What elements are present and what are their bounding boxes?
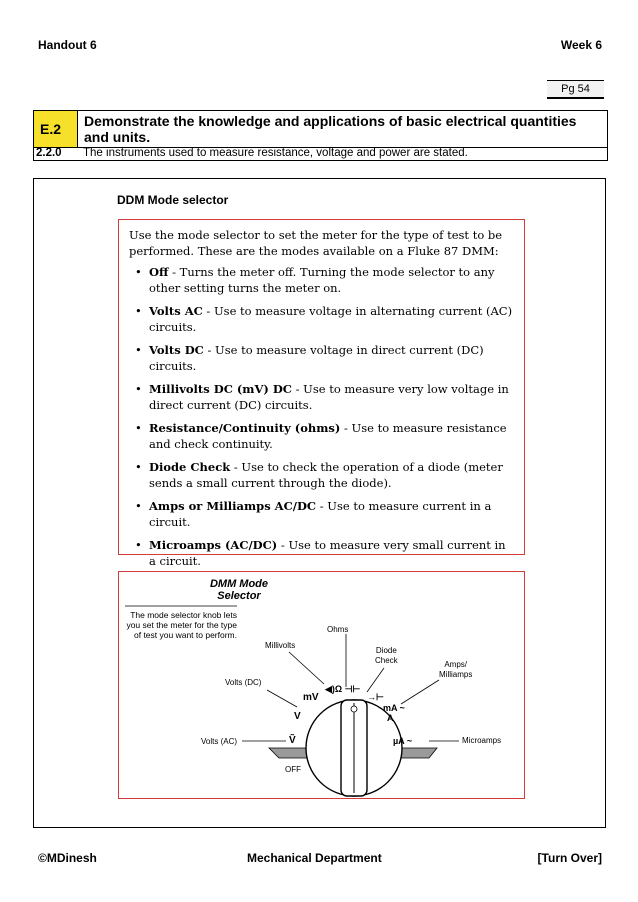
label-volts-ac: Volts (AC): [201, 737, 238, 746]
list-item: • Diode Check - Use to check the operation of a diode (meter sends a small current through the diode).: [129, 460, 514, 491]
label-off: OFF: [285, 765, 301, 774]
list-item: • Millivolts DC (mV) DC - Use to measure very low voltage in direct current (DC) circuits.: [129, 382, 514, 413]
mv-symbol: mV: [303, 692, 319, 703]
intro-text: Use the mode selector to set the meter for the type of test to be performed. These are the modes available on a Fluke 87 DMM:: [129, 228, 503, 258]
footer-turn-over: [Turn Over]: [537, 851, 602, 865]
ma-symbol: mA ~: [383, 703, 405, 713]
sub-objective-row: [33, 146, 608, 161]
sub-objective-code: 2.2.0: [36, 147, 62, 159]
objective-text: Demonstrate the knowledge and applications of basic electrical quantities and units.: [84, 113, 577, 145]
footer-department: Mechanical Department: [247, 851, 382, 865]
list-item: • Microamps (AC/DC) - Use to measure very small current in a circuit.: [129, 538, 514, 569]
list-item: • Resistance/Continuity (ohms) - Use to measure resistance and check continuity.: [129, 421, 514, 452]
mode-description-box: [118, 219, 525, 568]
sub-objective-text: The instruments used to measure resistance, voltage and power are stated.: [83, 147, 468, 159]
header-week: Week 6: [560, 38, 602, 52]
footer-author: ©MDinesh: [38, 851, 97, 865]
label-volts-dc: Volts (DC): [225, 678, 262, 687]
label-millivolts: Millivolts: [265, 641, 296, 650]
ohm-symbol: ◀)Ω ⊣⊢: [325, 684, 361, 694]
figure-title: DMM Mode Selector: [209, 578, 269, 602]
list-item: • Volts AC - Use to measure voltage in alternating current (AC) circuits.: [129, 304, 514, 335]
mode-list: [129, 265, 514, 569]
volts-ac-symbol: Ṽ: [289, 735, 296, 746]
list-item: • Volts DC - Use to measure voltage in direct current (DC) circuits.: [129, 343, 514, 374]
figure-caption: The mode selector knob lets you set the meter for the type of test you want to perform.: [126, 610, 237, 640]
volts-dc-symbol: V: [294, 711, 301, 722]
header-handout: Handout 6: [38, 38, 97, 52]
label-diode-check: Diode Check: [375, 646, 398, 665]
mode-selector-figure: [118, 571, 525, 799]
section-title: DDM Mode selector: [117, 193, 229, 207]
objective-row: [33, 110, 608, 148]
objective-code: E.2: [34, 111, 78, 147]
label-microamps: Microamps: [462, 736, 502, 745]
figure-divider: [119, 572, 525, 799]
a-symbol: A: [387, 713, 394, 723]
page-number: Pg 54: [547, 80, 604, 99]
ua-symbol: µA ~: [393, 736, 413, 746]
label-amps-milliamps: Amps/ Milliamps: [439, 660, 473, 679]
list-item: • Amps or Milliamps AC/DC - Use to measure current in a circuit.: [129, 499, 514, 530]
diode-symbol: →⊢: [367, 692, 384, 702]
label-ohms: Ohms: [327, 625, 349, 634]
list-item: • Off - Turns the meter off. Turning the mode selector to any other setting turns the meter on.: [129, 265, 514, 296]
